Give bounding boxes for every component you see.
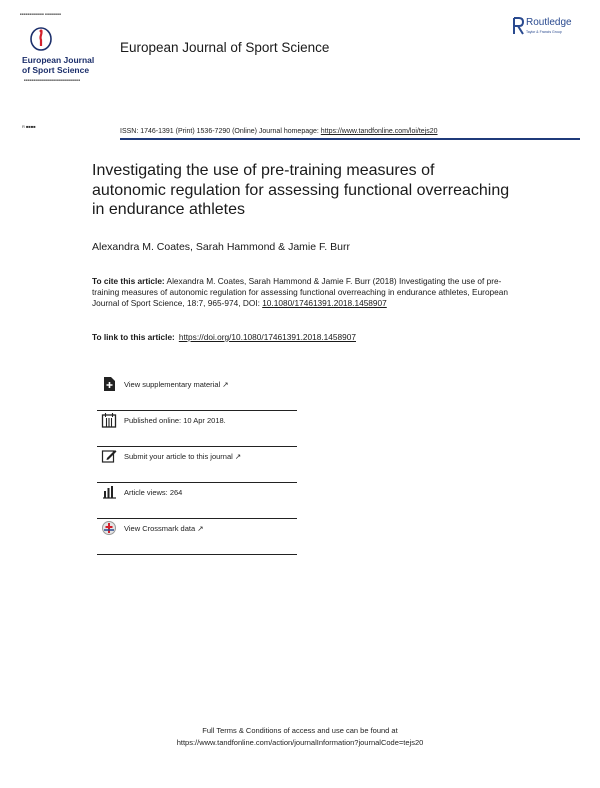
external-link-icon: ↗ [197,524,204,533]
menu-item-supplementary[interactable] [97,374,297,411]
article-title: Investigating the use of pre-training measures of autonomic regulation for assessing functional overreaching in endurance athletes [92,162,510,218]
footer [0,725,600,749]
link-label: To link to this article: [92,332,175,342]
small-publisher-logo: R ■■■■ [22,124,36,129]
footer-terms-link[interactable]: https://www.tandfonline.com/action/journalInformation?journalCode=tejs20 [176,738,424,747]
article-authors: Alexandra M. Coates, Sarah Hammond & Jamie F. Burr [92,241,350,253]
routledge-logo-icon [512,16,524,36]
issn-text: ISSN: 1746-1391 (Print) 1536-7290 (Online) Journal homepage: [120,128,321,135]
bar-chart-icon [101,484,117,500]
journal-logo-line1: European Journal [22,55,95,65]
plus-document-icon [101,376,117,392]
journal-homepage-link[interactable]: https://www.tandfonline.com/loi/tejs20 [320,128,438,135]
link-line [92,332,356,342]
calendar-icon [101,412,117,428]
citation-block [92,276,512,309]
header-rule [120,138,580,140]
external-link-icon: ↗ [222,380,229,389]
logo-fine-print: ■■■■■■■■■■■■■■■■■■■■■■■■■■■■ [24,78,81,82]
menu-item-submit[interactable] [97,446,297,483]
publisher-tagline: Taylor & Francis Group [526,30,562,34]
menu-item-crossmark[interactable] [97,518,297,555]
menu-item-label: View supplementary material ↗ [124,380,229,389]
menu-item-label: View Crossmark data ↗ [124,524,204,533]
external-link-icon: ↗ [234,452,242,461]
menu-item-label: Published online: 10 Apr 2018. [124,416,226,425]
article-doi-link[interactable]: https://doi.org/10.1080/17461391.2018.1458907 [178,332,356,342]
citation-doi-link[interactable]: 10.1080/17461391.2018.1458907 [262,298,387,308]
publisher-name: Routledge [526,17,572,28]
journal-logo-icon [28,26,54,52]
citation-text: Alexandra M. Coates, Sarah Hammond & Jamie F. Burr (2018) Investigating the use of pre-training measures of autonomic regulation for assessing functional overreaching in endurance athletes, European Journal of Sport Science, 18:7, 965-974, DOI: [92,276,509,308]
edit-icon [101,448,117,464]
crossmark-icon [101,520,117,536]
menu-item-views [97,482,297,519]
journal-title: European Journal of Sport Science [120,40,330,55]
header-fine-print: ■■■■■■■■■■■■ ■■■■■■■■ [20,12,62,16]
footer-line1: Full Terms & Conditions of access and use can be found at [202,726,398,735]
issn-line [120,128,438,135]
journal-logo-line2: of Sport Science [22,65,90,75]
menu-item-label: Submit your article to this journal ↗ [124,452,242,461]
menu-item-published [97,410,297,447]
citation-label: To cite this article: [92,276,165,286]
menu-item-label: Article views: 264 [124,488,183,497]
